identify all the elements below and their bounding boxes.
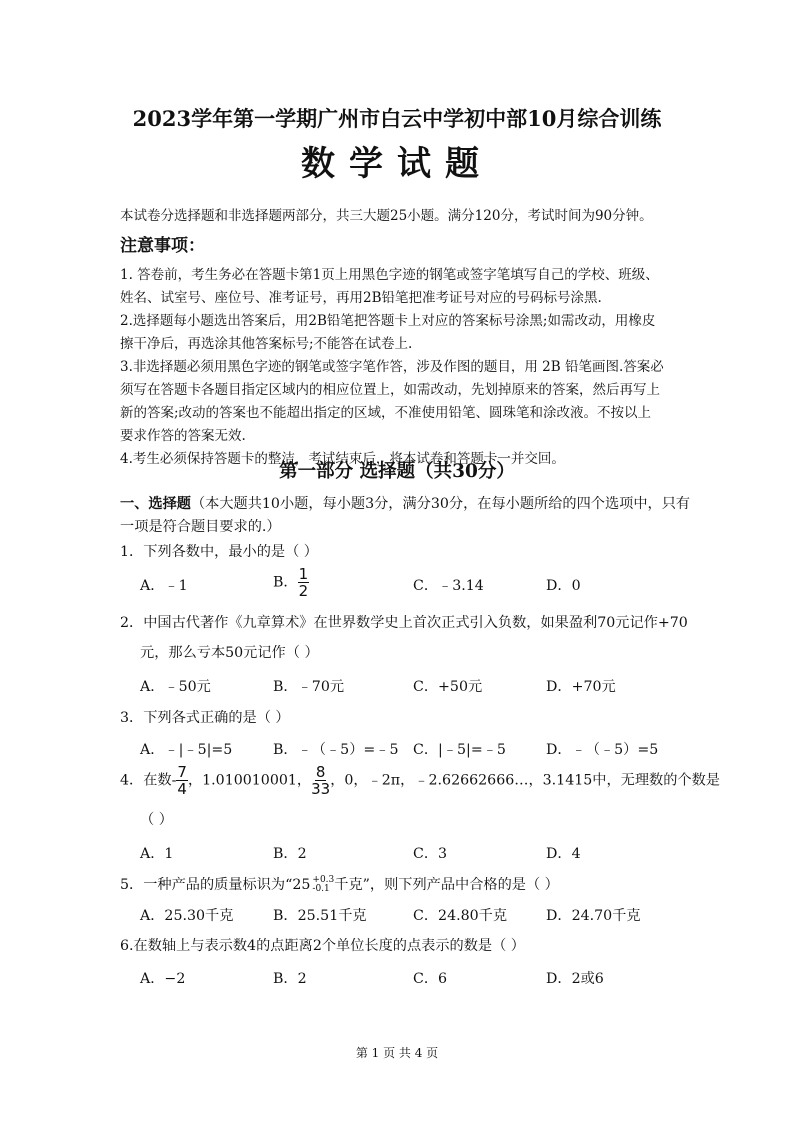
q6-option-c: C．6 bbox=[413, 971, 448, 987]
q1-fraction bbox=[298, 566, 310, 599]
q4-answer-paren: （ ） bbox=[140, 812, 173, 828]
question-6-stem: 6.在数轴上与表示数4的点距离2个单位长度的点表示的数是（ ） bbox=[120, 938, 525, 954]
exam-title: 2023学年第一学期广州市白云中学初中部10月综合训练 bbox=[132, 106, 662, 131]
q5-option-a: A．25.30千克 bbox=[140, 908, 234, 924]
notice-line: 新的答案;改动的答案也不能超出指定的区域，不准使用铅笔、圆珠笔和涂改液。不按以上 bbox=[120, 405, 652, 421]
fraction-numerator: 8 bbox=[315, 763, 326, 781]
q5-stem-start: 5．一种产品的质量标识为“25 bbox=[120, 877, 311, 893]
notice-line: 3.非选择题必须用黑色字迹的钢笔或签字笔作答，涉及作图的题目，用 2B 铅笔画图.答案必 bbox=[120, 359, 664, 375]
q6-option-d: D．2或6 bbox=[546, 971, 604, 987]
notice-line: 擦干净后，再选涂其他答案标号;不能答在试卷上. bbox=[120, 336, 413, 352]
fraction-numerator: 1 bbox=[298, 565, 309, 583]
part-intro bbox=[120, 493, 690, 513]
q4-option-c: C．3 bbox=[413, 846, 448, 862]
notice-line: 要求作答的答案无效. bbox=[120, 428, 246, 444]
q4-negative-sign: - bbox=[171, 772, 177, 789]
notice-line: 2.选择题每小题选出答案后，用2B铅笔把答题卡上对应的答案标号涂黑;如需改动，用橡皮 bbox=[120, 313, 656, 329]
q6-option-b: B．2 bbox=[273, 971, 307, 987]
subject-title: 数学试题 bbox=[301, 144, 493, 184]
q4-option-b: B．2 bbox=[273, 846, 307, 862]
q4-middle: ，1.010010001， bbox=[187, 772, 312, 789]
question-2-stem: 2．中国古代著作《九章算术》在世界数学史上首次正式引入负数，如果盈利70元记作+70 bbox=[120, 615, 688, 631]
q1-option-a: A．﹣1 bbox=[140, 578, 188, 594]
q4-option-d: D．4 bbox=[546, 846, 581, 862]
question-3-stem: 3．下列各式正确的是（ ） bbox=[120, 710, 290, 726]
q4-rest: ，0，﹣2π，﹣2.62662666…，3.1415中，无理数的个数是 bbox=[330, 772, 720, 789]
q4-fraction-1 bbox=[176, 764, 188, 797]
q3-option-c: C．|﹣5|=﹣5 bbox=[413, 742, 506, 758]
notice-line: 4.考生必须保持答题卡的整洁，考试结束后，将本试卷和答题卡一并交回。 bbox=[120, 451, 565, 467]
q1-option-b bbox=[273, 566, 309, 599]
q6-option-a: A．−2 bbox=[140, 971, 186, 987]
intro-text: 本试卷分选择题和非选择题两部分，共三大题25小题。满分120分，考试时间为90分钟。 bbox=[120, 208, 653, 224]
question-5-stem bbox=[120, 874, 559, 894]
q1-option-b-label: B． bbox=[273, 574, 298, 591]
fraction-denominator: 33 bbox=[311, 780, 331, 798]
page-footer: 第 1 页 共 4 页 bbox=[355, 1046, 439, 1060]
part-label: 一、选择题 bbox=[120, 496, 191, 512]
notice-line: 1. 答卷前，考生务必在答题卡第1页上用黑色字迹的钢笔或签字笔填写自己的学校、班级、 bbox=[120, 267, 659, 283]
q2-option-a: A．﹣50元 bbox=[140, 679, 211, 695]
question-2-stem-cont: 元，那么亏本50元记作（ ） bbox=[140, 645, 319, 661]
q4-option-a: A．1 bbox=[140, 846, 174, 862]
q2-option-d: D．+70元 bbox=[546, 679, 616, 695]
question-1-stem: 1．下列各数中，最小的是（ ） bbox=[120, 544, 318, 560]
section-title: 第一部分 选择题（共30分） bbox=[279, 461, 515, 482]
q3-option-a: A．﹣|﹣5|=5 bbox=[140, 742, 233, 758]
tolerance-upper: +0.3 bbox=[312, 875, 335, 885]
tolerance-lower: -0.1 bbox=[312, 884, 330, 894]
q3-option-b: B．﹣（﹣5）=﹣5 bbox=[273, 742, 399, 758]
fraction-denominator: 2 bbox=[298, 582, 309, 600]
q3-option-d: D．﹣（﹣5）=5 bbox=[546, 742, 659, 758]
fraction-numerator: 7 bbox=[177, 763, 187, 781]
q2-option-b: B．﹣70元 bbox=[273, 679, 345, 695]
part-desc: （本大题共10小题，每小题3分，满分30分，在每小题所给的四个选项中，只有 bbox=[190, 496, 691, 512]
notice-heading: 注意事项： bbox=[120, 236, 205, 256]
fraction-denominator: 4 bbox=[177, 780, 187, 798]
q1-option-c: C．﹣3.14 bbox=[413, 578, 484, 594]
q5-option-d: D．24.70千克 bbox=[546, 908, 641, 924]
part-desc-2: 一项是符合题目要求的.） bbox=[120, 519, 281, 535]
q5-tolerance bbox=[312, 876, 334, 894]
q5-option-b: B．25.51千克 bbox=[273, 908, 367, 924]
notice-line: 姓名、试室号、座位号、准考证号，再用2B铅笔把准考证号对应的号码标号涂黑. bbox=[120, 290, 602, 306]
q5-option-c: C．24.80千克 bbox=[413, 908, 508, 924]
q5-stem-end: 千克”，则下列产品中合格的是（ ） bbox=[334, 877, 559, 893]
notice-line: 须写在答题卡各题目指定区域内的相应位置上，如需改动，先划掉原来的答案，然后再写上 bbox=[120, 382, 660, 398]
q1-option-d: D．0 bbox=[546, 578, 581, 594]
q2-option-c: C．+50元 bbox=[413, 679, 483, 695]
q4-prefix: 4．在数 bbox=[120, 772, 172, 789]
question-4-stem bbox=[120, 764, 720, 797]
q4-fraction-2 bbox=[311, 764, 330, 797]
